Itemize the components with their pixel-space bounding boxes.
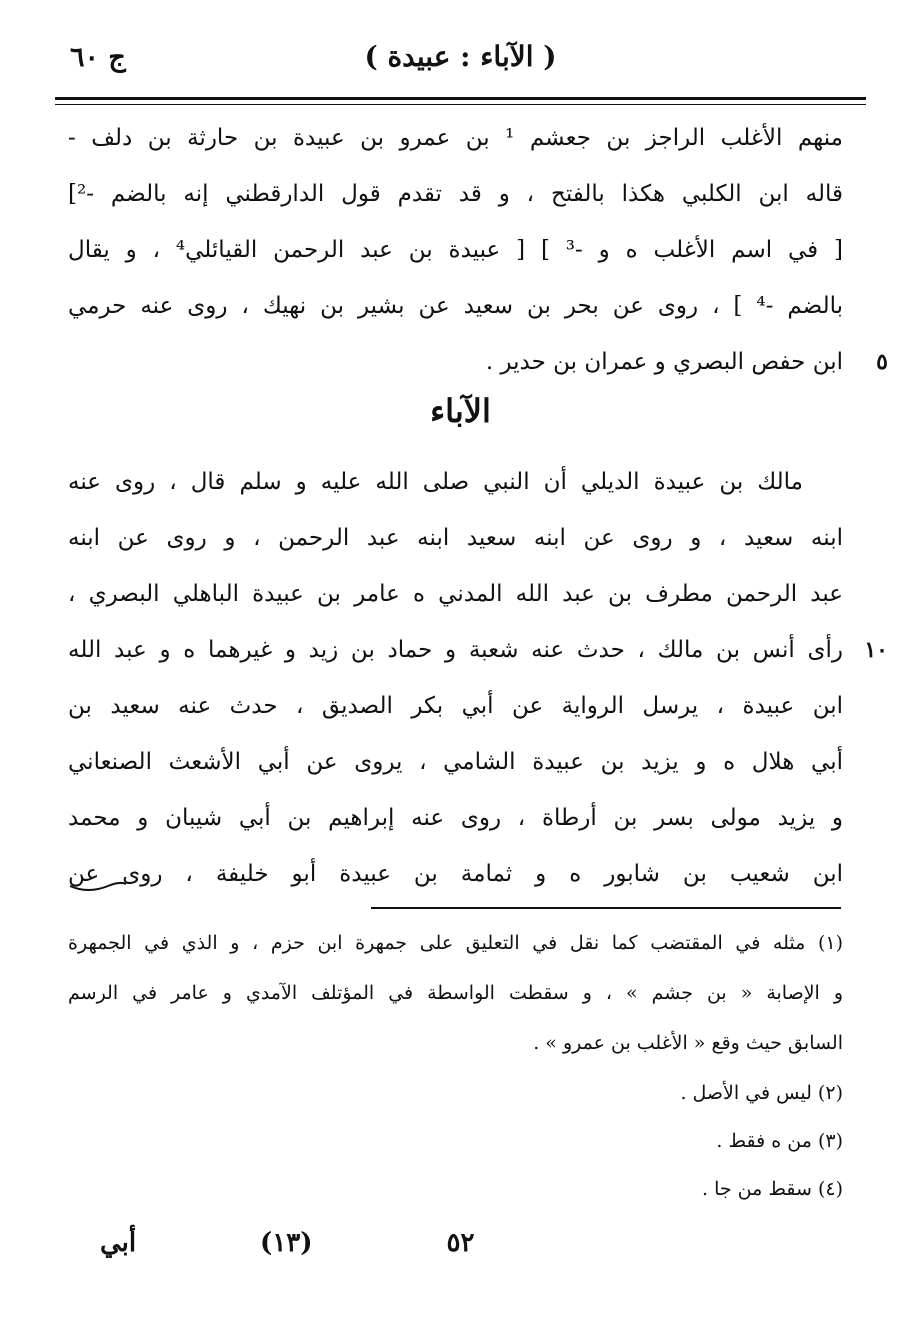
page-footer [60, 1228, 861, 1268]
footnote-4: (٤) سقط من جا . [702, 1178, 843, 1200]
flourish-ornament [68, 872, 128, 896]
catchword: أبي [100, 1228, 137, 1258]
text-line: قاله ابن الكلبي هكذا بالفتح ، و قد تقدم قول الدارقطني إنه بالضم -²] [68, 181, 843, 207]
footnote-1-line: و الإصابة « بن جشم » ، و سقطت الواسطة في المؤتلف الآمدي و عامر في الرسم [68, 982, 843, 1004]
footnote-1-line: (١) مثله في المقتضب كما نقل في التعليق على جمهرة ابن حزم ، و الذي في الجمهرة [68, 932, 843, 954]
text-line: مالك بن عبيدة الديلي أن النبي صلى الله عليه و سلم قال ، روى عنه [68, 469, 803, 495]
intro-paragraph [68, 110, 888, 390]
running-title: ( الآباء : عبيدة ) [364, 40, 557, 73]
text-line: رأى أنس بن مالك ، حدث عنه شعبة و حماد بن زيد و غيرهما ه و عبد الله [68, 637, 843, 663]
text-line: أبي هلال ه و يزيد بن عبيدة الشامي ، يروى عن أبي الأشعث الصنعاني [68, 749, 843, 775]
footnotes [68, 918, 843, 1212]
footnote-1-line: السابق حيث وقع « الأغلب بن عمرو » . [533, 1032, 843, 1054]
text-line: و يزيد مولى بسر بن أرطاة ، روى عنه إبراهيم بن أبي شيبان و محمد [68, 805, 843, 831]
main-paragraph [68, 454, 888, 902]
text-line: عبد الرحمن مطرف بن عبد الله المدني ه عامر بن عبيدة الباهلي البصري ، [68, 581, 843, 607]
text-line: بالضم -⁴ ] ، روى عن بحر بن سعيد عن بشير بن نهيك ، روى عنه حرمي [68, 293, 843, 319]
line-number-10: ١٠ [864, 637, 888, 663]
text-line: ابنه سعيد ، و روى عن ابنه سعيد ابنه عبد الرحمن ، و روى عن ابنه [68, 525, 843, 551]
signature-mark: (١٣) [260, 1228, 313, 1258]
section-heading: الآباء [430, 392, 491, 430]
header-rule [55, 97, 866, 100]
page-number: ٥٢ [446, 1228, 475, 1258]
footnote-rule [371, 907, 841, 909]
footnote-2: (٢) ليس في الأصل . [680, 1082, 843, 1104]
text-line: [ في اسم الأغلب ه و -³ ] [ عبيدة بن عبد الرحمن القيائلي⁴ ، و يقال [68, 237, 843, 263]
text-line: منهم الأغلب الراجز بن جعشم ¹ بن عمرو بن عبيدة بن حارثة بن دلف - [68, 125, 843, 151]
text-line: ابن حفص البصري و عمران بن حدير . [485, 349, 843, 375]
volume-label: ج ٦٠ [70, 42, 126, 73]
line-number-5: ٥ [876, 349, 888, 375]
footnote-3: (٣) من ه فقط . [716, 1130, 843, 1152]
header-rule-thin [55, 104, 866, 105]
page-header [60, 40, 861, 90]
text-line: ابن شعيب بن شابور ه و ثمامة بن عبيدة أبو خليفة ، روى عن [68, 861, 843, 887]
text-line: ابن عبيدة ، يرسل الرواية عن أبي بكر الصديق ، حدث عنه سعيد بن [68, 693, 843, 719]
